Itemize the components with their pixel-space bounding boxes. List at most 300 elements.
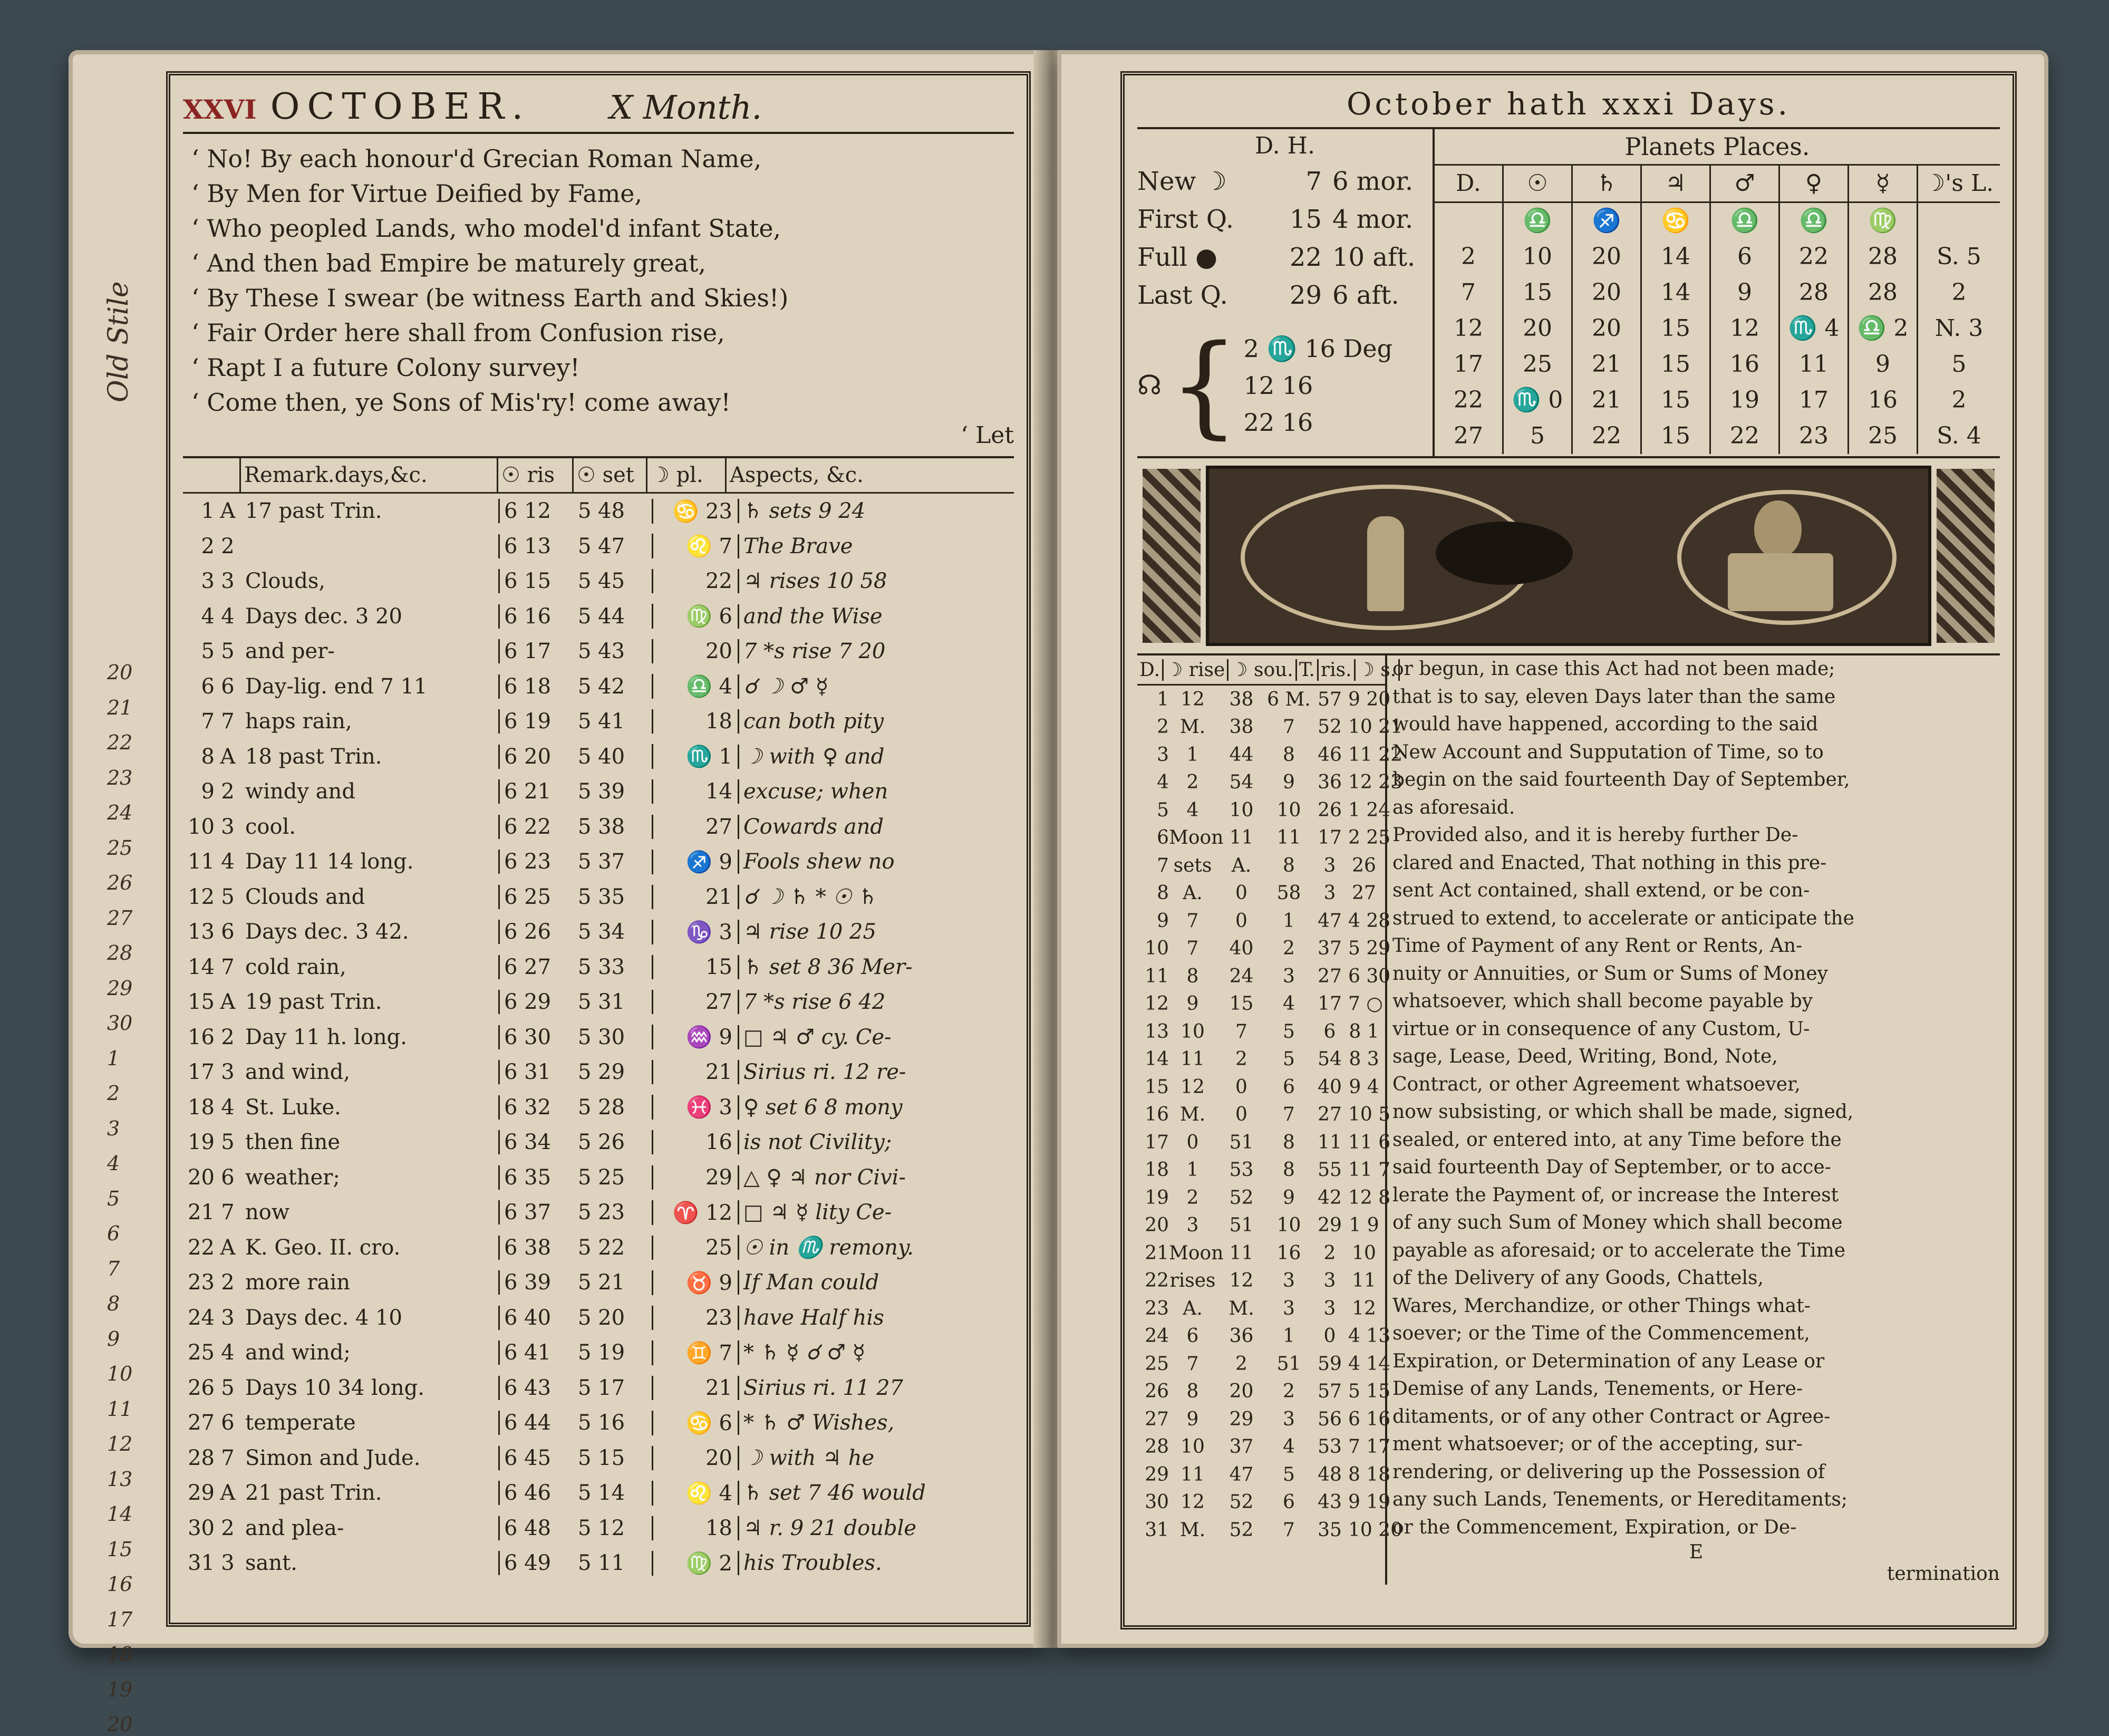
phase-row [1137,200,1433,238]
tides-cell: 0 [1235,1104,1247,1126]
tides-cell: 3 [1323,854,1336,876]
aspect: ♄ sets 9 24 [738,499,1014,523]
planets-cell: 7 [1435,275,1504,311]
day-of-week: 5 [221,1375,235,1400]
old-style-number: 4 [107,1152,120,1175]
aspect: * ♄ ♂ Wishes, [738,1411,1014,1435]
tides-row [1137,1073,1385,1101]
sun-rise: 6 18 [498,674,578,699]
planets-cell: 22 [1573,418,1642,454]
aspect: △ ♀ ♃ nor Civi- [738,1165,1014,1190]
tides-cell: 12 [1229,1270,1254,1292]
sun-rise: 6 13 [498,534,578,558]
sun-rise: 6 29 [498,990,578,1014]
tides-row [1137,686,1391,713]
sun-rise: 6 48 [498,1516,578,1540]
moon-place: ♋ 23 [652,499,738,524]
old-style-label: Old Stile [103,281,134,402]
remark: and wind; [245,1340,351,1365]
tides-cell: 55 [1318,1159,1342,1181]
phase-rows [1137,162,1433,314]
planets-sign-cell: ♎ [1780,203,1849,239]
right-page [1057,50,2048,1648]
old-style-number: 16 [107,1573,133,1596]
tides-row [1137,741,1403,769]
remark: temperate [245,1411,356,1435]
tides-cell: sets [1173,854,1212,876]
tides-cell: 4 13 [1348,1325,1391,1347]
tides-row [1137,1184,1391,1212]
aspect: ☌ ☽ ♄ * ☉ ♄ [738,885,1014,909]
day-of-month: 13 [188,920,215,944]
tides-cell: 31 [1145,1519,1169,1541]
planets-header-cell: ☿ [1849,166,1918,201]
planets-cell: 21 [1573,346,1642,382]
sun-set: 5 16 [578,1411,625,1435]
day-of-month: 1 [201,499,215,524]
day-of-week: 2 [221,534,235,558]
tides-cell: 2 [1235,1048,1247,1070]
tides-cell: 4 14 [1348,1353,1391,1375]
tides-cell: 3 [1283,1270,1295,1292]
tides-cell: 17 [1145,1131,1169,1153]
old-style-number: 26 [107,871,133,894]
phase-hour: 4 mor. [1332,205,1414,234]
sun-set: 5 35 [578,884,625,909]
act-text [1387,655,2000,1585]
tides-cell: 11 [1181,1463,1205,1486]
tides-cell: Moon [1169,827,1224,849]
tides-cell: 12 8 [1348,1187,1391,1209]
tides-cell: 35 [1318,1519,1342,1541]
day-of-month: 29 [188,1481,215,1506]
moon-place: 18 [652,709,738,734]
aspect: can both pity [738,709,1014,734]
planets-cell: 16 [1711,346,1780,382]
planets-cell: 23 [1780,418,1849,454]
day-of-month: 7 [201,709,215,734]
act-text-line: whatsoever, which shall become payable by [1392,990,1813,1012]
old-style-number: 20 [107,661,133,684]
tides-cell: 22 [1145,1270,1169,1292]
tides-cell: 51 [1229,1214,1254,1237]
calendar-row [183,1055,1014,1090]
day-of-month: 31 [188,1551,215,1576]
tides-cell: Moon [1169,1242,1224,1264]
sun-set: 5 44 [578,604,625,629]
tides-cell: 16 [1145,1104,1169,1126]
tides-row [1137,1101,1391,1129]
tides-cell: 10 [1181,1020,1205,1043]
old-style-number: 21 [107,696,133,719]
tides-cell: 51 [1229,1131,1254,1153]
planets-cell: 17 [1435,346,1504,382]
aspect: ♃ rises 10 58 [738,569,1014,593]
old-style-number: 20 [107,1713,133,1736]
tides-cell: 5 [1283,1463,1295,1486]
woodcut-figure [1367,516,1404,611]
remark: windy and [245,779,355,804]
tides-cell: 57 [1318,1381,1342,1403]
planets-header-cell: ♂ [1711,166,1780,201]
day-of-week: 3 [221,1060,235,1085]
act-text-line: strued to extend, to accelerate or anticipate the [1392,907,1854,929]
tides-cell: 3 [1283,1408,1295,1430]
remark: and per- [245,639,335,664]
tides-cell: 11 7 [1348,1159,1391,1181]
moon-place: ♈ 12 [652,1200,738,1225]
aspect: his Troubles. [738,1551,1014,1575]
moon-place: ♌ 4 [652,1481,738,1506]
tides-cell: 38 [1229,716,1254,738]
aspect: The Brave [738,534,1014,558]
aspect: If Man could [738,1270,1014,1295]
day-of-week: 7 [221,954,235,979]
moon-place: ♉ 9 [652,1270,738,1295]
old-style-number: 10 [107,1362,133,1385]
act-text-line: nuity or Annuities, or Sum or Sums of Money [1392,962,1828,985]
tides-row [1137,852,1385,880]
node-line: 2 ♏ 16 Deg [1243,334,1393,363]
planets-cell: 15 [1504,275,1573,311]
tides-cell: 8 [1186,965,1199,987]
remark: Days 10 34 long. [245,1375,424,1400]
aspect: Cowards and [738,815,1014,839]
tides-cell: 12 [1181,688,1205,710]
old-style-number: 22 [107,731,133,754]
act-text-line: Time of Payment of any Rent or Rents, An- [1392,935,1803,957]
tides-cell: 26 [1352,854,1376,876]
sun-set: 5 20 [578,1305,625,1330]
tides-cell: 53 [1318,1436,1342,1458]
tides-cell: M. [1179,716,1206,738]
day-of-week: A [220,1481,236,1506]
tides-cell: 2 [1323,1242,1336,1264]
tides-rows [1137,686,1403,1544]
tides-cell: 8 [1283,744,1295,766]
verse-line: ‘ Come then, ye Sons of Mis'ry! come away! [191,388,731,417]
aspect: □ ♃ ♂ cy. Ce- [738,1025,1014,1049]
tides-cell: 5 [1283,1048,1295,1070]
sun-set: 5 11 [578,1551,625,1576]
tides-cell: 4 [1157,771,1169,794]
tides-row [1137,1323,1391,1351]
calendar-row [183,494,1014,529]
remark: K. Geo. II. cro. [245,1235,401,1260]
moon-place: 20 [652,639,738,663]
tides-cell: 8 [1157,882,1169,904]
sun-set: 5 47 [578,534,625,558]
aspect: ☽ with ♀ and [738,745,1014,769]
moon-place: 14 [652,779,738,804]
day-of-month: 3 [201,569,215,594]
tides-cell: 13 [1145,1020,1169,1043]
tides-cell: 24 [1229,965,1254,987]
sun-set: 5 38 [578,814,625,839]
day-of-week: 3 [221,1551,235,1576]
calendar-row [183,774,1014,809]
tides-cell: 46 [1318,744,1342,766]
aspect: □ ♃ ☿ lity Ce- [738,1200,1014,1224]
calendar-row [183,914,1014,950]
phase-day: 29 [1289,281,1322,310]
calendar-row [183,1090,1014,1125]
right-page-frame [1120,71,2017,1629]
tides-cell: 3 [1283,965,1295,987]
sun-set: 5 23 [578,1200,625,1225]
act-text-line: payable as aforesaid; or to accelerate the Time [1392,1239,1846,1261]
sun-set: 5 17 [578,1375,625,1400]
planets-cell: 19 [1711,382,1780,418]
tides-cell: 9 [1186,1408,1199,1430]
planets-row [1435,275,2000,311]
tides-cell: 3 [1186,1214,1199,1237]
calendar-row [183,739,1014,775]
calendar-row [183,1511,1014,1546]
tides-row [1137,1433,1391,1461]
phase-name: Last Q. [1137,281,1228,310]
planets-rows [1435,239,2000,454]
planets-header [1435,166,2000,203]
tides-cell: 6 [1283,1491,1295,1513]
act-text-line: of the Delivery of any Goods, Chattels, [1392,1267,1764,1289]
phase-row [1137,276,1433,314]
sun-rise: 6 43 [498,1376,578,1400]
right-ornament [1937,469,1995,643]
aspect: ♀ set 6 8 mony [738,1095,1014,1120]
tides-cell: 4 [1283,993,1295,1015]
phase-row [1137,162,1433,200]
day-of-month: 24 [188,1305,215,1330]
planets-cell: 22 [1435,382,1504,418]
day-of-week: 7 [221,1445,235,1470]
aspect: Fools shew no [738,850,1014,874]
remark: Days dec. 3 42. [245,920,409,944]
tides-cell: 54 [1318,1048,1342,1070]
tides-cell: 2 25 [1348,827,1391,849]
act-text-line: rendering, or delivering up the Possession of [1392,1461,1825,1483]
sun-rise: 6 38 [498,1236,578,1260]
tides-cell: 8 18 [1348,1463,1391,1486]
sun-set: 5 28 [578,1095,625,1120]
day-of-month: 2 [201,534,215,558]
woodcut-tub [1728,553,1833,611]
calendar-table [183,456,1014,1581]
brace-glyph: { [1169,321,1240,450]
planets-header-cell: ♀ [1780,166,1849,201]
planets-header-cell: D. [1435,166,1504,201]
old-style-number: 19 [107,1677,133,1701]
sun-rise: 6 39 [498,1270,578,1295]
planets-cell: 16 [1849,382,1918,418]
tides-cell: 5 15 [1348,1381,1391,1403]
tides-cell: 12 [1352,1297,1376,1319]
calendar-row [183,634,1014,669]
act-text-line: lerate the Payment of, or increase the Interest [1392,1184,1839,1206]
planets-cell: 14 [1642,239,1711,275]
remark: 21 past Trin. [245,1481,382,1506]
day-of-month: 18 [188,1095,215,1120]
old-style-number: 24 [107,801,133,824]
phase-hour: 6 mor. [1332,167,1414,196]
act-text-lines [1392,655,2000,1541]
old-style-number: 17 [107,1607,133,1631]
tides-cell: 2 [1283,1381,1295,1403]
remark: 17 past Trin. [245,499,382,524]
sun-rise: 6 16 [498,604,578,629]
planets-cell: ♏ 4 [1780,311,1849,346]
tides-header-cell: T. [1297,659,1319,681]
tides-header-cell: ☽ sou. [1228,659,1297,681]
phase-name: First Q. [1137,205,1234,234]
remark: sant. [245,1551,297,1576]
planets-header-cell: ♄ [1573,166,1642,201]
tides-cell: 3 [1323,1297,1336,1319]
planets-sign-cell: ♋ [1642,203,1711,239]
day-of-month: 16 [188,1025,215,1049]
tides-cell: 29 [1229,1408,1254,1430]
moon-place: ♍ 2 [652,1551,738,1576]
day-of-week: 7 [221,709,235,734]
month-name: OCTOBER. [270,86,531,128]
tides-cell: 10 [1276,1214,1301,1237]
tides-cell: 7 17 [1348,1436,1391,1458]
sun-rise: 6 26 [498,920,578,944]
calendar-row [183,844,1014,880]
act-text-line: or the Commencement, Expiration, or De- [1392,1516,1797,1538]
planets-table [1435,129,2000,456]
day-of-week: 7 [221,1200,235,1225]
aspect: excuse; when [738,779,1014,804]
tides-cell: 9 [1186,993,1199,1015]
remark: Day 11 h. long. [245,1025,407,1049]
old-style-number: 28 [107,941,133,965]
tides-cell: 9 20 [1348,688,1391,710]
act-text-line: as aforesaid. [1392,796,1515,818]
sun-rise: 6 34 [498,1130,578,1154]
header-day [183,458,241,492]
tides-cell: 36 [1318,771,1342,794]
tides-row [1137,935,1391,963]
act-text-line: ditaments, or of any other Contract or Agree- [1392,1405,1831,1428]
tides-cell: 42 [1318,1187,1342,1209]
act-text-line: or begun, in case this Act had not been made; [1392,658,1835,680]
day-of-week: 3 [221,569,235,594]
tides-row [1137,962,1391,990]
day-of-week: 6 [221,1165,235,1190]
remark: St. Luke. [245,1095,341,1120]
tides-cell: 56 [1318,1408,1342,1430]
moon-place: ♌ 7 [652,534,738,558]
tides-cell: 2 [1186,1187,1199,1209]
day-of-month: 23 [188,1270,215,1295]
old-style-number: 23 [107,766,133,789]
tides-cell: 27 [1145,1408,1169,1430]
remark: more rain [245,1270,351,1295]
tides-row [1137,1212,1385,1240]
day-of-month: 12 [188,884,215,909]
tides-cell: 29 [1145,1463,1169,1486]
remark: then fine [245,1130,341,1155]
act-text-line: sealed, or entered into, at any Time before the [1392,1129,1842,1151]
remark: cold rain, [245,954,346,979]
tides-cell: 0 [1235,882,1247,904]
moon-phases [1137,129,1435,456]
tides-cell: A. [1231,854,1252,876]
calendar-row [183,1405,1014,1441]
day-of-month: 20 [188,1165,215,1190]
aspect: Sirius ri. 11 27 [738,1376,1014,1400]
act-text-line: clared and Enacted, That nothing in this pre- [1392,852,1827,874]
tides-cell: 9 19 [1348,1491,1391,1513]
tides-table [1137,655,1403,1585]
header-sun-rise: ☉ ris [498,458,574,492]
aspect: and the Wise [738,604,1014,629]
tides-cell: 6 [1157,827,1169,849]
moon-place: 18 [652,1516,738,1540]
tides-cell: 2 [1283,938,1295,960]
day-of-month: 4 [201,604,215,629]
day-of-week: 6 [221,920,235,944]
tides-cell: 12 23 [1348,771,1403,794]
tides-cell: 8 3 [1349,1048,1379,1070]
planets-cell: 21 [1573,382,1642,418]
planets-header-cell: ☽'s L. [1924,170,1994,197]
planets-cell: 12 [1711,311,1780,346]
day-of-month: 17 [188,1060,215,1085]
tides-cell: 1 [1157,688,1169,710]
old-style-number: 7 [107,1257,120,1280]
remark: 19 past Trin. [245,990,382,1015]
remark: Simon and Jude. [245,1445,421,1470]
tides-cell: 6 16 [1348,1408,1391,1430]
old-style-number: 2 [107,1082,120,1105]
calendar-row [183,599,1014,634]
tides-cell: 1 [1186,744,1199,766]
remark: and wind, [245,1060,351,1085]
tides-cell: 28 [1145,1436,1169,1458]
signature-mark: E [1689,1541,1704,1563]
tides-row [1137,990,1385,1018]
verse-line: ‘ By Men for Virtue Deified by Fame, [191,179,643,208]
calendar-row [183,1371,1014,1406]
old-style-number: 8 [107,1292,120,1315]
planets-row [1435,346,2000,382]
tides-row [1137,1129,1391,1156]
tides-cell: 9 4 [1349,1076,1379,1098]
planets-cell: ♏ 0 [1504,382,1573,418]
planets-cell: 28 [1780,275,1849,311]
remark: Days dec. 4 10 [245,1305,402,1330]
aspect: ☽ with ♃ he [738,1446,1014,1470]
sun-rise: 6 46 [498,1481,578,1505]
tides-cell: 18 [1145,1159,1169,1181]
remark: Clouds, [245,569,326,594]
act-text-line: sage, Lease, Deed, Writing, Bond, Note, [1392,1046,1778,1067]
day-of-month: 25 [188,1340,215,1365]
sun-rise: 6 21 [498,779,578,804]
tides-row [1137,880,1385,908]
calendar-row [183,985,1014,1020]
sun-rise: 6 30 [498,1025,578,1049]
sun-rise: 6 22 [498,815,578,839]
tides-header-cell: ☽ rise [1164,659,1228,681]
calendar-row [183,809,1014,845]
tides-cell: 1 9 [1349,1214,1379,1237]
tides-row [1137,1018,1385,1046]
sun-rise: 6 15 [498,569,578,593]
tides-row [1137,1239,1385,1267]
